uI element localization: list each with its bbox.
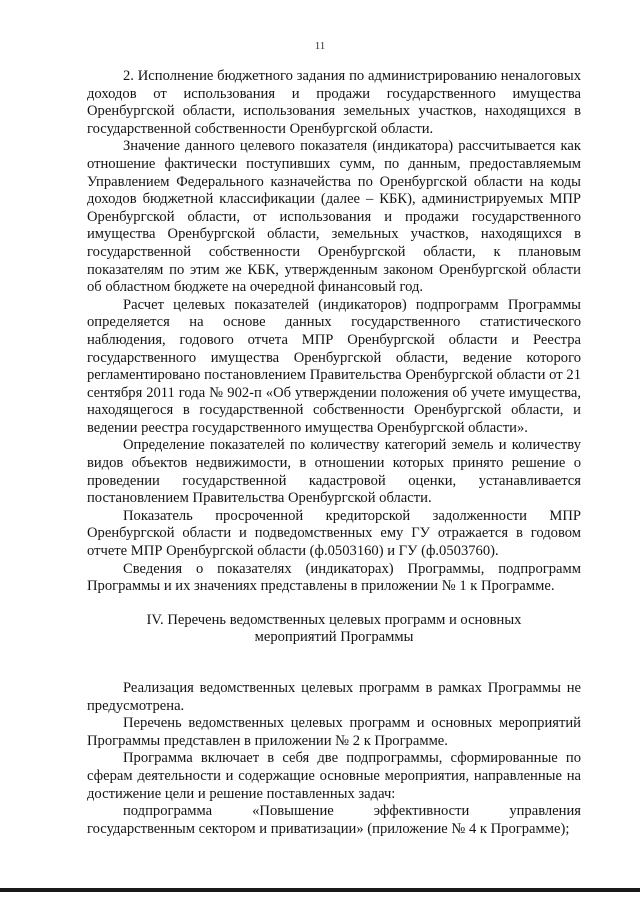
section-heading-line-1: IV. Перечень ведомственных целевых программ и основных xyxy=(146,611,522,628)
paragraph-budget-task: 2. Исполнение бюджетного задания по администрированию неналоговых доходов от использования и продажи государственного имущества Оренбургской области, использования земельных участков, находящихся в государственной собственности Оренбургской области. xyxy=(87,68,581,137)
paragraph-overdue-debt: Показатель просроченной кредиторской задолженности МПР Оренбургской области и подведомственных ему ГУ отражается в годовом отчете МПР Оренбургской области (ф.0503160) и ГУ (ф.0503760). xyxy=(87,507,581,560)
paragraph-program-list: Перечень ведомственных целевых программ и основных мероприятий Программы представлен в приложении № 2 к Программе. xyxy=(87,715,581,749)
paragraph-subprogram-1: подпрограмма «Повышение эффективности управления государственным сектором и приватизации» (приложение № 4 к Программе); xyxy=(87,803,581,837)
paragraph-land-categories: Определение показателей по количеству категорий земель и количеству видов объектов недвижимости, в отношении которых принято решение о проведении государственной кадастровой оценки, устанавливается постановлением Правительства Оренбургской области. xyxy=(87,437,581,507)
paragraph-departmental-programs: Реализация ведомственных целевых программ в рамках Программы не предусмотрена. xyxy=(87,680,581,714)
section-heading-line-2: мероприятий Программы xyxy=(254,629,414,646)
section-heading xyxy=(87,612,581,647)
paragraph-indicator-info: Сведения о показателях (индикаторах) Программы, подпрограмм Программы и их значениях представлены в приложении № 1 к Программе. xyxy=(87,560,581,595)
document-body xyxy=(87,68,581,838)
page-number: 11 xyxy=(314,40,326,52)
paragraph-target-indicators: Расчет целевых показателей (индикаторов) подпрограмм Программы определяется на основе данных государственного статистического наблюдения, годового отчета МПР Оренбургской области и Реестра государственного имущества Оренбургской области, ведение которого регламентировано постановлением Правительства Оренбургской области от 21 сентября 2011 года № 902-п «Об утверждении положения об учете имущества, находящегося в государственной собственности Оренбургской области, и ведении реестра государственного имущества Оренбургской области». xyxy=(87,296,581,436)
paragraph-subprograms: Программа включает в себя две подпрограммы, сформированные по сферам деятельности и содержащие основные мероприятия, направленные на достижение цели и решение поставленных задач: xyxy=(87,750,581,802)
page-bottom-rule xyxy=(0,888,640,892)
paragraph-indicator-calculation: Значение данного целевого показателя (индикатора) рассчитывается как отношение фактически поступивших сумм, по данным, предоставляемым Управлением Федерального казначейства по Оренбургской области на коды доходов бюджетной классификации (далее – КБК), администрируемых МПР Оренбургской области, от использования и продажи государственного имущества Оренбургской области, земельных участков, находящихся в государственной собственности Оренбургской области, к плановым показателям по этим же КБК, утвержденным законом Оренбургской области об областном бюджете на очередной финансовый год. xyxy=(87,138,581,296)
